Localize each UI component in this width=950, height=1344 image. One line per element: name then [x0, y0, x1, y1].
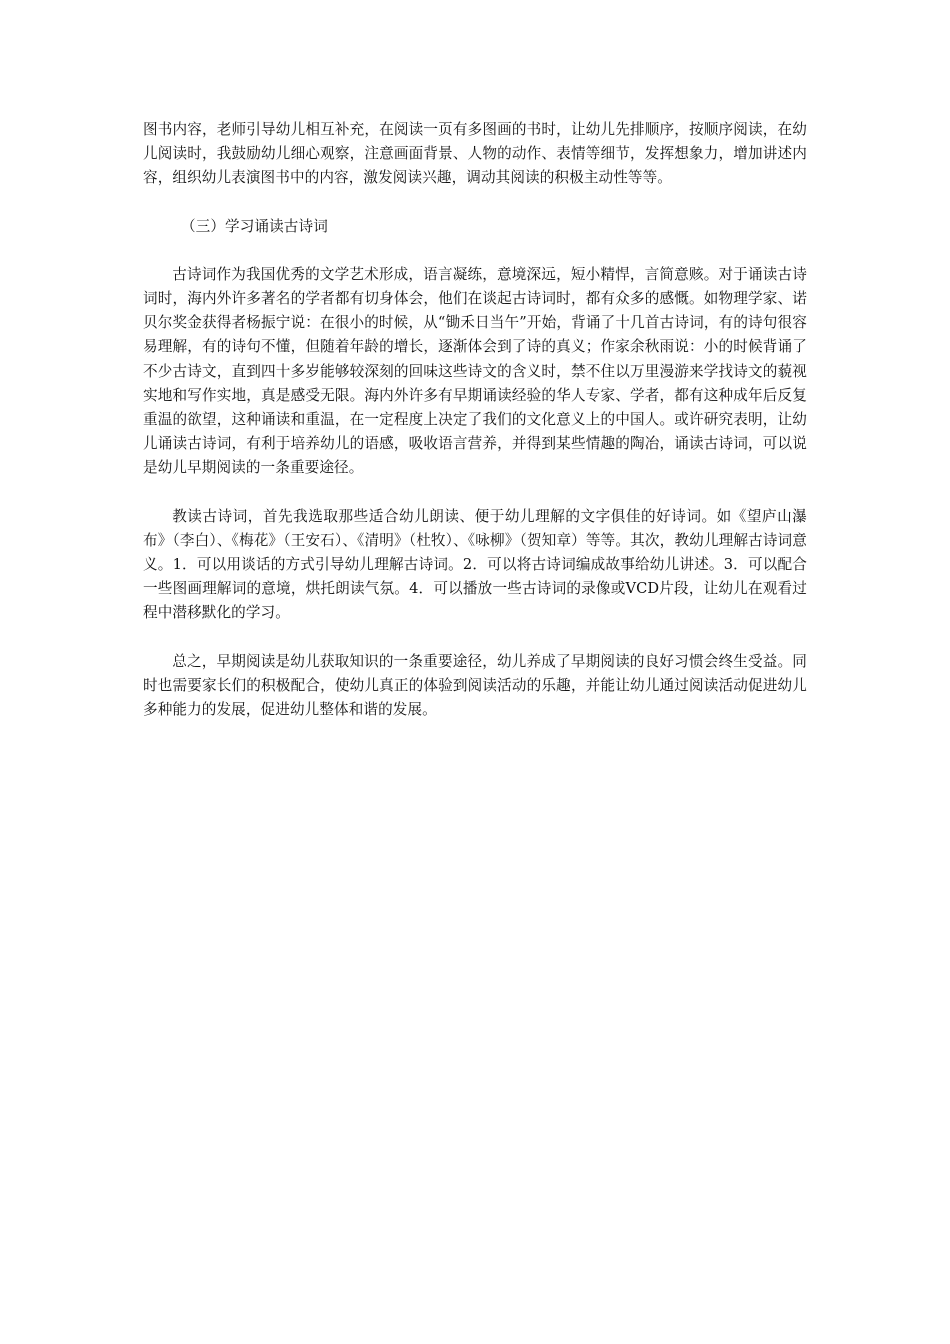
paragraph-book-content: 图书内容，老师引导幼儿相互补充，在阅读一页有多图画的书时，让幼儿先排顺序，按顺序阅读，在幼儿阅读时，我鼓励幼儿细心观察，注意画面背景、人物的动作、表情等细节，发挥想象力，增加讲述内容，组织幼儿表演图书中的内容，激发阅读兴趣，调动其阅读的积极主动性等等。 — [143, 121, 807, 187]
section-heading-ancient-poems: （三）学习诵读古诗词 — [180, 217, 328, 235]
paragraph-poetry-intro: 古诗词作为我国优秀的文学艺术形成，语言凝练，意境深远，短小精悍，言简意赅。对于诵读古诗词时，海内外许多著名的学者都有切身体会，他们在谈起古诗词时，都有众多的感慨。如物理学家、诺贝尔奖金获得者杨振宁说：在很小的时候，从“锄禾日当午”开始，背诵了十几首古诗词，有的诗句很容易理解，有的诗句不懂，但随着年龄的增长，逐渐体会到了诗的真义；作家余秋雨说：小的时候背诵了不少古诗文，直到四十多岁能够较深刻的回味这些诗文的含义时，禁不住以万里漫游来学找诗文的藐视实地和写作实地，真是感受无限。海内外许多有早期诵读经验的华人专家、学者，都有这种成年后反复重温的欲望，这种诵读和重温，在一定程度上决定了我们的文化意义上的中国人。或许研究表明，让幼儿诵读古诗词，有利于培养幼儿的语感，吸收语言营养，并得到某些情趣的陶冶，诵读古诗词，可以说是幼儿早期阅读的一条重要途径。 — [143, 265, 807, 477]
paragraph-conclusion: 总之，早期阅读是幼儿获取知识的一条重要途径，幼儿养成了早期阅读的良好习惯会终生受益。同时也需要家长们的积极配合，使幼儿真正的体验到阅读活动的乐趣，并能让幼儿通过阅读活动促进幼儿多种能力的发展，促进幼儿整体和谐的发展。 — [143, 652, 807, 719]
paragraph-teaching-poems: 教读古诗词，首先我选取那些适合幼儿朗读、便于幼儿理解的文字俱佳的好诗词。如《望庐山瀑布》（李白）、《梅花》（王安石）、《清明》（杜牧）、《咏柳》（贺知章）等等。其次，教幼儿理解古诗词意义。1．可以用谈话的方式引导幼儿理解古诗词。2．可以将古诗词编成故事给幼儿讲述。3．可以配合一些图画理解词的意境，烘托朗读气氛。4．可以播放一些古诗词的录像或VCD片段，让幼儿在观看过程中潜移默化的学习。 — [143, 507, 807, 622]
document-body — [143, 118, 807, 746]
